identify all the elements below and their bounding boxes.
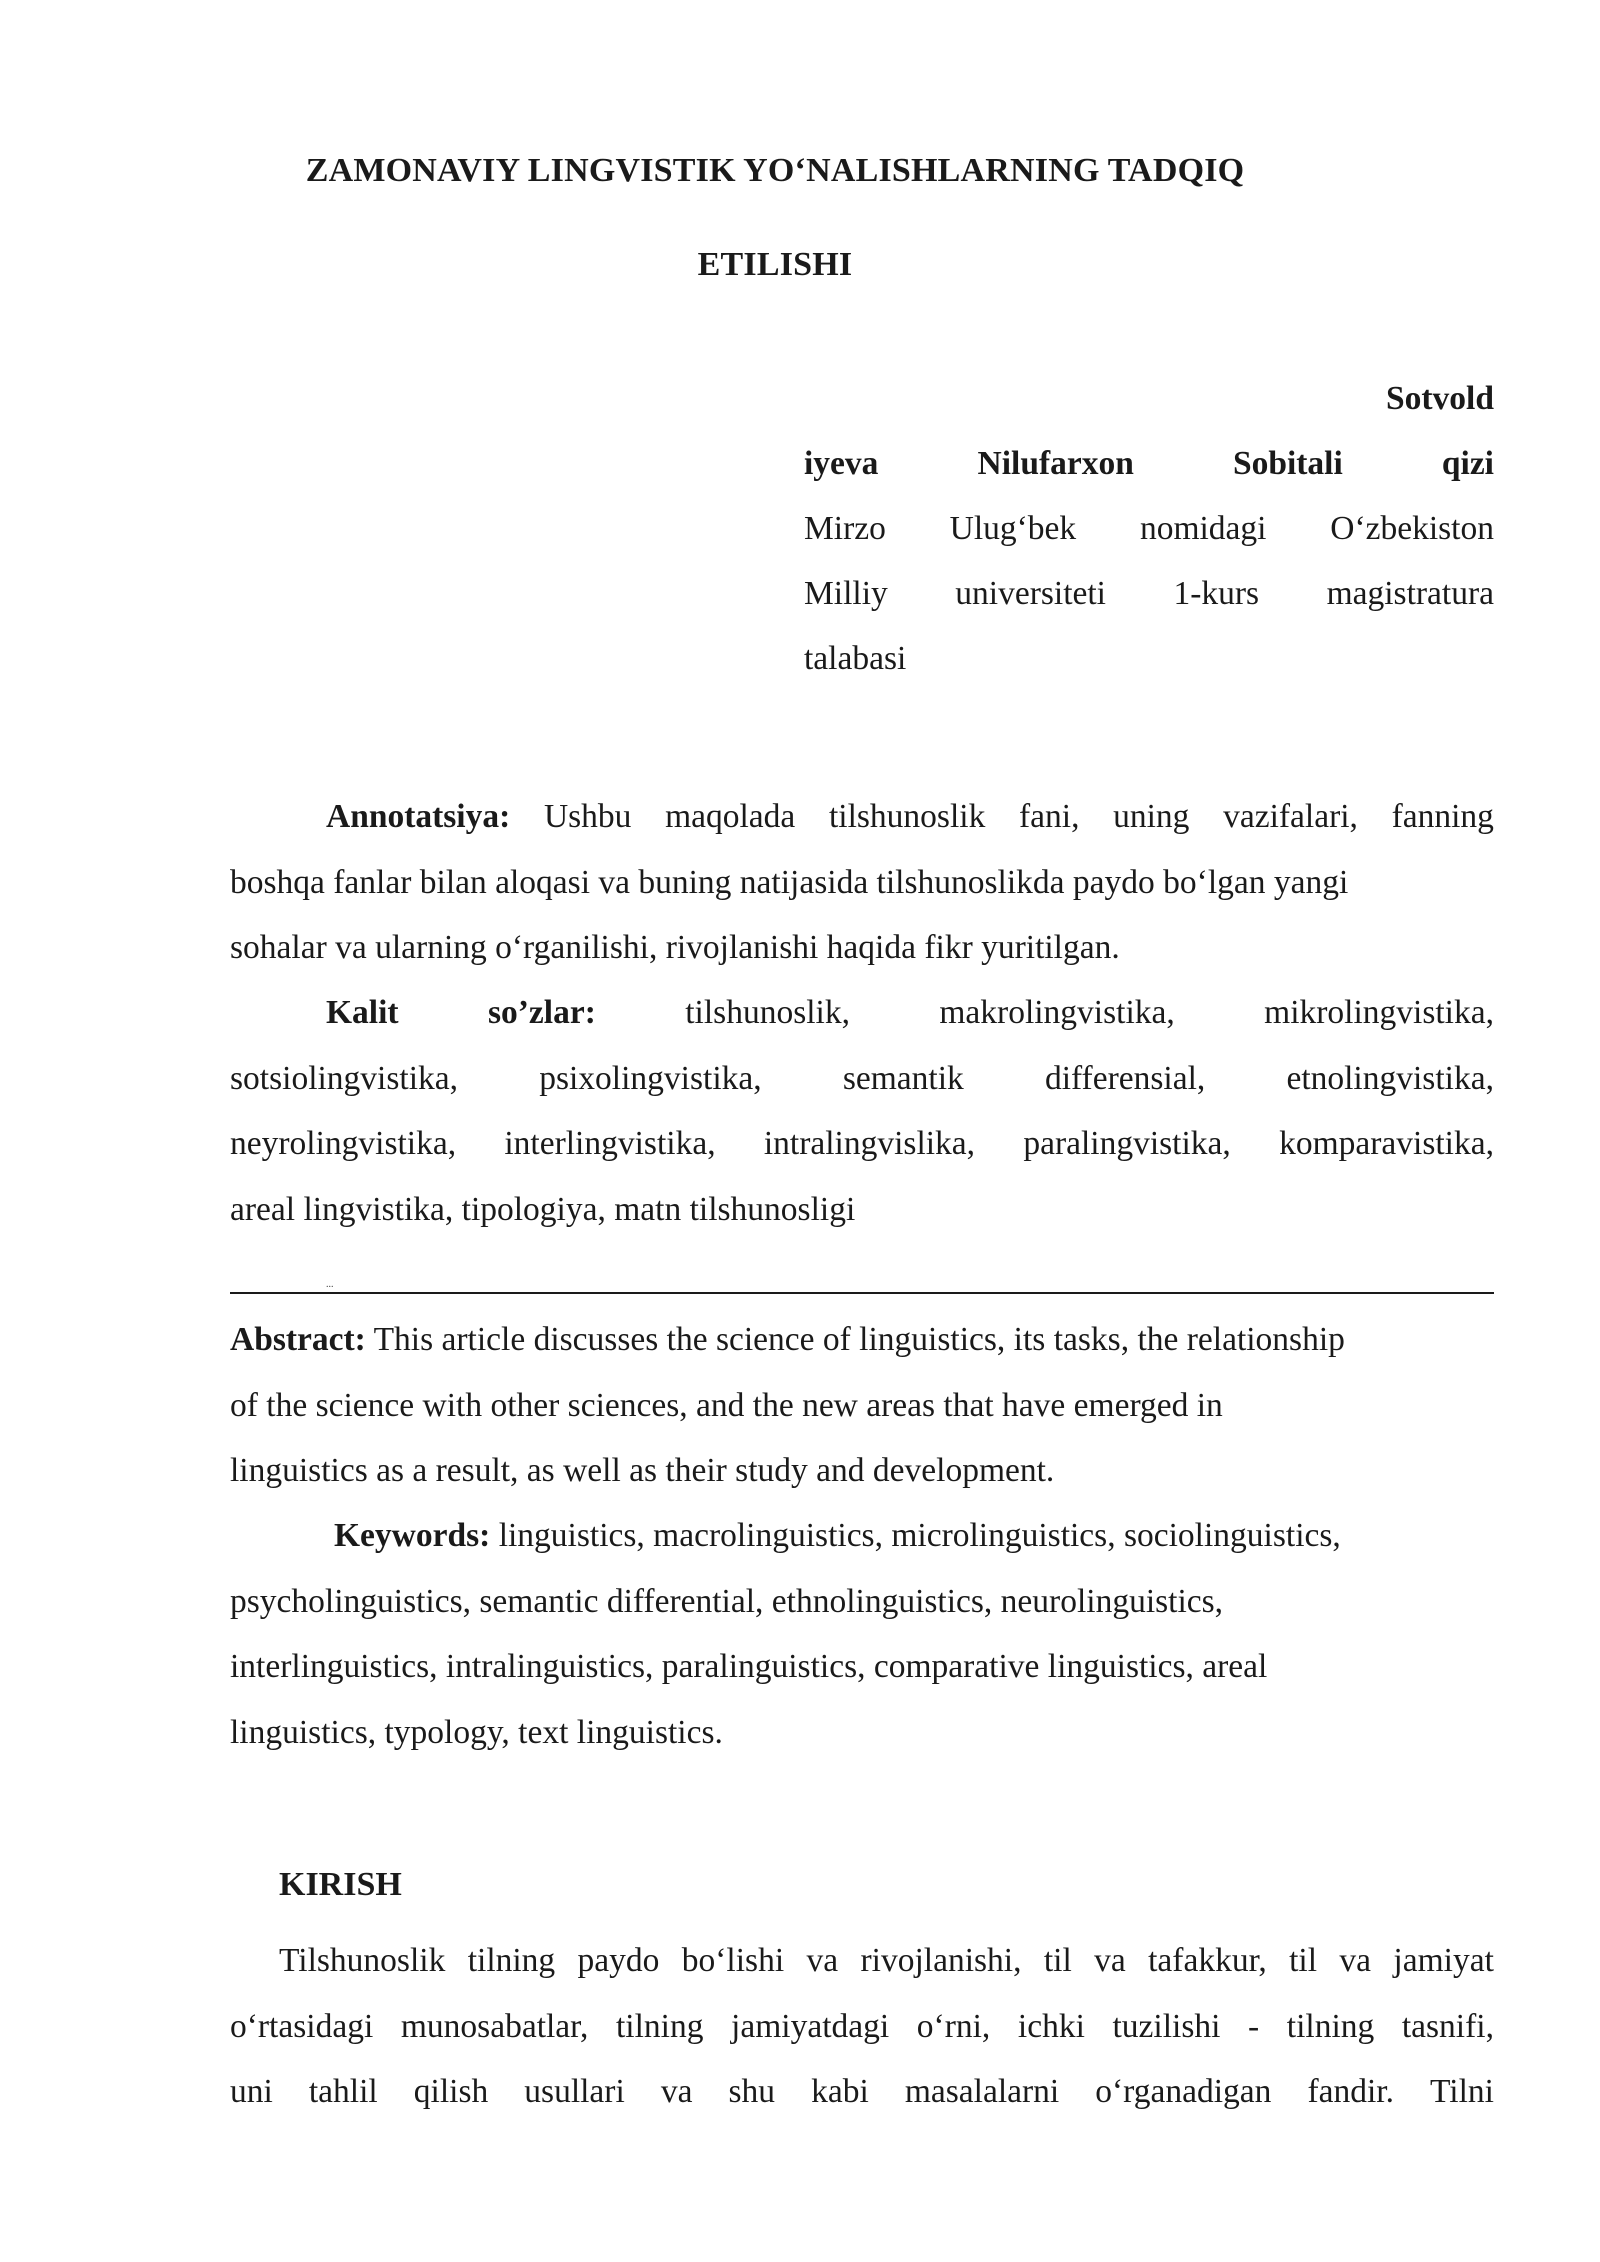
section-heading-kirish: KIRISH <box>279 1866 402 1903</box>
word: O‘zbekiston <box>1330 510 1494 547</box>
word: tahlil <box>308 2073 378 2110</box>
word: munosabatlar, <box>400 2007 589 2045</box>
keywords-en-line-1 <box>230 1503 1494 1569</box>
abstract-label: Abstract: <box>230 1321 366 1358</box>
author-affiliation-line-1 <box>804 496 1494 561</box>
word: va <box>806 1942 839 1979</box>
word: 1-kurs <box>1173 575 1260 612</box>
word: psixolingvistika, <box>539 1059 762 1097</box>
keywords-en-line-3: interlinguistics, intralinguistics, paralinguistics, comparative linguistics, areal <box>230 1648 1268 1685</box>
keywords-en-paragraph <box>230 1503 1494 1765</box>
abstract-line-3: linguistics as a result, as well as their study and development. <box>230 1452 1055 1489</box>
word: Nilufarxon <box>977 445 1134 482</box>
keywords-en-line-1-text: linguistics, macrolinguistics, microlinguistics, sociolinguistics, <box>490 1517 1341 1554</box>
word: tuzilishi <box>1112 2007 1221 2045</box>
abstract-line-2: of the science with other sciences, and the new areas that have emerged in <box>230 1386 1223 1424</box>
word: o‘rtasidagi <box>230 2007 374 2045</box>
word: va <box>1339 1942 1372 1979</box>
word: neyrolingvistika, <box>230 1125 457 1162</box>
word: mikrolingvistika, <box>1264 994 1494 1031</box>
word: interlingvistika, <box>504 1125 716 1162</box>
word: Milliy <box>804 575 888 612</box>
word: makrolingvistika, <box>939 994 1175 1031</box>
word: jamiyatdagi <box>731 2007 890 2045</box>
word: paydo <box>577 1942 660 1979</box>
word: til <box>1043 1942 1072 1979</box>
word: va <box>660 2073 693 2110</box>
keywords-uz-line-3 <box>230 1111 1494 1177</box>
separator-rule <box>230 1292 1494 1294</box>
word: kabi <box>811 2073 869 2110</box>
word: tilshunoslik, <box>685 994 850 1031</box>
word: komparavistika, <box>1279 1125 1494 1162</box>
word: iyeva <box>804 445 879 482</box>
word: nomidagi <box>1139 510 1267 547</box>
keywords-en-line-2: psycholinguistics, semantic differential, ethnolinguistics, neurolinguistics, <box>230 1582 1224 1620</box>
word: o‘rni, <box>916 2007 991 2045</box>
word: usullari <box>524 2073 625 2110</box>
introduction-line-2 <box>230 1994 1494 2060</box>
keywords-en-label: Keywords: <box>334 1517 491 1554</box>
word: masalalarni <box>904 2073 1060 2110</box>
annotation-line-2: boshqa fanlar bilan aloqasi va buning natijasida tilshunoslikda paydo bo‘lgan yangi <box>230 863 1349 901</box>
word: fandir. <box>1307 2073 1394 2110</box>
word: - <box>1248 2007 1260 2045</box>
word: qizi <box>1441 445 1494 482</box>
word: intralingvislika, <box>763 1125 976 1162</box>
word: shu <box>728 2073 776 2110</box>
word: tilning <box>615 2007 704 2045</box>
word: Tilshunoslik <box>279 1942 446 1979</box>
word: etnolingvistika, <box>1286 1059 1494 1097</box>
author-name-line-2 <box>804 431 1494 496</box>
keywords-uz-line-2 <box>230 1046 1494 1112</box>
introduction-line-1 <box>230 1928 1494 1994</box>
word: differensial, <box>1044 1059 1206 1097</box>
word: sotsiolingvistika, <box>230 1059 459 1097</box>
author-affiliation-line-2 <box>804 561 1494 626</box>
article-title-line-1: ZAMONAVIY LINGVISTIK YO‘NALISHLARNING TADQIQ <box>305 152 1245 189</box>
annotation-line-1 <box>230 784 1494 850</box>
abstract-line-1 <box>230 1307 1494 1373</box>
word: vazifalari, <box>1223 798 1358 835</box>
keywords-uz-line-4: areal lingvistika, tipologiya, matn tilshunosligi <box>230 1190 856 1228</box>
word: so’zlar: <box>487 994 596 1031</box>
article-title-line-2: ETILISHI <box>697 246 853 283</box>
word: Sobitali <box>1232 445 1343 482</box>
word: tasnifi, <box>1401 2007 1494 2045</box>
word: ichki <box>1017 2007 1085 2045</box>
word: uni <box>230 2073 273 2110</box>
word: va <box>1094 1942 1126 1979</box>
author-name-line-1: Sotvold <box>1386 380 1494 417</box>
word: tafakkur, <box>1148 1942 1267 1979</box>
word: Mirzo <box>804 510 886 547</box>
word: universiteti <box>955 575 1106 612</box>
word: magistratura <box>1326 575 1494 612</box>
word: fani, <box>1019 798 1080 835</box>
word: jamiyat <box>1393 1942 1494 1979</box>
abstract-paragraph <box>230 1307 1494 1504</box>
abstract-line-1-text: This article discusses the science of linguistics, its tasks, the relationship <box>365 1321 1345 1358</box>
keywords-uz-line-1 <box>230 980 1494 1046</box>
introduction-line-3 <box>230 2059 1494 2125</box>
word: fanning <box>1391 798 1494 835</box>
author-block <box>804 366 1494 691</box>
keywords-uz-paragraph <box>230 980 1494 1242</box>
separator-mark: ... <box>326 1279 334 1290</box>
word: tilning <box>467 1942 556 1979</box>
annotation-line-3: sohalar va ularning o‘rganilishi, rivojlanishi haqida fikr yuritilgan. <box>230 929 1120 966</box>
word: maqolada <box>665 798 796 835</box>
annotation-paragraph <box>230 784 1494 981</box>
word: o‘rganadigan <box>1095 2073 1272 2110</box>
author-affiliation-line-3: talabasi <box>804 640 907 677</box>
word: uning <box>1113 798 1190 835</box>
keywords-en-line-4: linguistics, typology, text linguistics. <box>230 1713 723 1751</box>
word: Ushbu <box>543 798 632 835</box>
introduction-paragraph <box>230 1928 1494 2125</box>
word: paralingvistika, <box>1023 1125 1231 1162</box>
word: til <box>1289 1942 1318 1979</box>
word: Ulug‘bek <box>949 510 1077 547</box>
word: rivojlanishi, <box>860 1942 1022 1979</box>
word: semantik <box>842 1059 964 1097</box>
word: tilshunoslik <box>828 798 986 835</box>
word: Tilni <box>1430 2073 1494 2110</box>
word: bo‘lishi <box>681 1942 785 1979</box>
word: qilish <box>413 2073 489 2110</box>
word: tilning <box>1286 2007 1375 2045</box>
word: Kalit <box>326 994 399 1031</box>
annotation-label: Annotatsiya: <box>326 798 511 835</box>
